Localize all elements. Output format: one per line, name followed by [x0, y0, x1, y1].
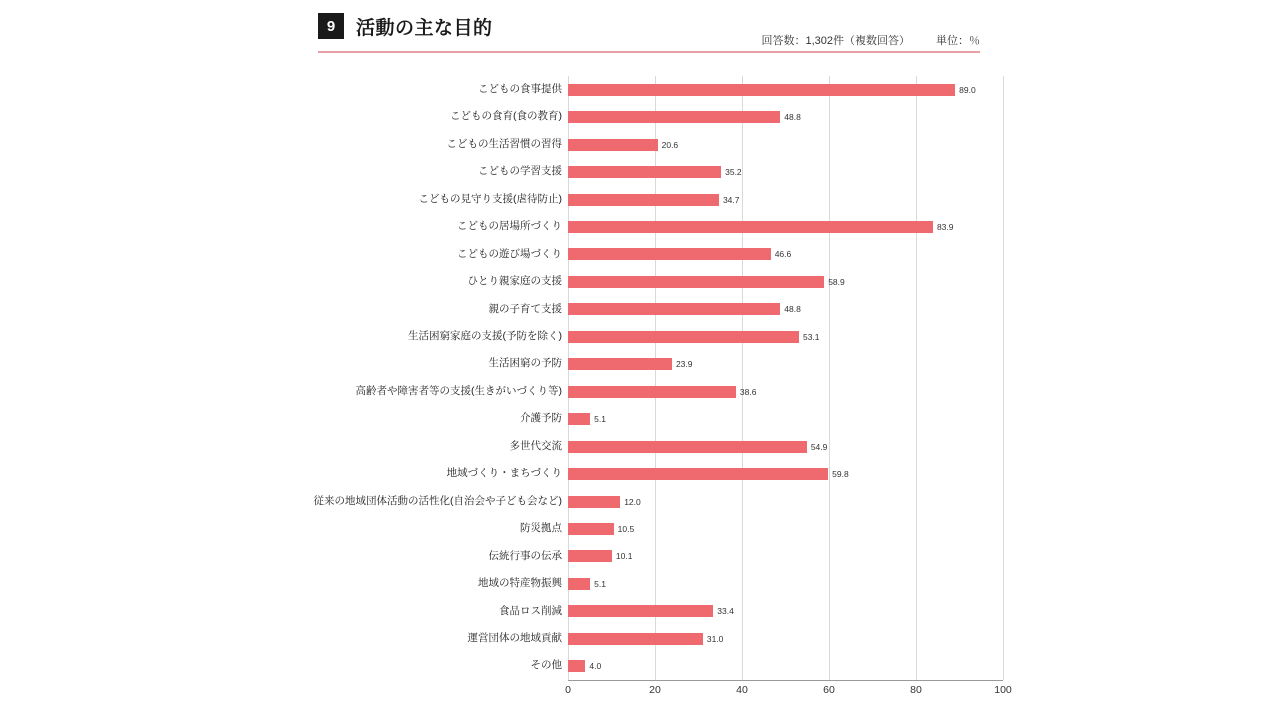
category-label: こどもの居場所づくり — [457, 220, 562, 233]
gridline — [1003, 76, 1004, 680]
category-label: こどもの遊び場づくり — [457, 247, 562, 260]
bar-value-label: 4.0 — [589, 661, 602, 672]
bar — [568, 441, 807, 453]
bar-value-label: 35.2 — [725, 167, 742, 178]
response-count-label: 回答数：1,302件（複数回答） — [761, 35, 910, 47]
bar-value-label: 83.9 — [936, 222, 954, 232]
category-label: 介護予防 — [520, 412, 562, 425]
bar-value-label: 53.1 — [802, 331, 820, 342]
bar-value-label: 31.0 — [706, 633, 724, 644]
x-tick-label: 0 — [565, 684, 571, 696]
bar-track — [568, 518, 1003, 540]
category-label: 親の子育て支援 — [488, 302, 562, 315]
bar-row — [290, 298, 1003, 320]
x-tick-label: 60 — [823, 684, 835, 696]
bar-row — [290, 381, 1003, 403]
category-label: その他 — [530, 659, 562, 672]
category-label: こどもの見守り支援(虐待防止) — [418, 192, 562, 205]
category-label: ひとり親家庭の支援 — [467, 275, 562, 288]
bar — [568, 386, 736, 398]
bar-row — [290, 79, 1003, 101]
bar — [568, 194, 719, 206]
x-tick-label: 100 — [994, 684, 1012, 696]
bar-row — [290, 353, 1003, 375]
bar-track — [568, 381, 1003, 403]
bar-track — [568, 628, 1003, 650]
x-tick-label: 80 — [910, 684, 922, 696]
bar-value-label: 33.4 — [717, 606, 734, 617]
bar-row — [290, 436, 1003, 458]
bar-row — [290, 408, 1003, 430]
bar — [568, 605, 713, 617]
x-axis-line — [568, 680, 1003, 681]
category-label: 伝統行事の伝承 — [488, 549, 562, 562]
bar-row — [290, 463, 1003, 485]
bar-track — [568, 600, 1003, 622]
bar-row — [290, 545, 1003, 567]
bar-track — [568, 326, 1003, 348]
bar-row — [290, 518, 1003, 540]
bar — [568, 331, 799, 343]
category-label: 地域づくり・まちづくり — [446, 467, 562, 480]
bar-row — [290, 491, 1003, 513]
bar-value-label: 38.6 — [739, 386, 757, 397]
question-number-badge: 9 — [318, 13, 344, 39]
bar-row — [290, 243, 1003, 265]
bar-track — [568, 79, 1003, 101]
bar-value-label: 34.7 — [722, 194, 740, 205]
bar-value-label: 10.5 — [617, 524, 635, 534]
category-label: こどもの食育(食の教育) — [450, 110, 562, 123]
category-label: こどもの学習支援 — [478, 165, 562, 178]
bar-row — [290, 326, 1003, 348]
category-label: こどもの食事提供 — [478, 82, 562, 95]
bar-value-label: 5.1 — [594, 414, 606, 425]
bar-track — [568, 408, 1003, 430]
bar-value-label: 48.8 — [784, 304, 801, 315]
category-label: こどもの生活習慣の習得 — [446, 137, 562, 150]
bar — [568, 660, 585, 672]
category-label: 運営団体の地域貢献 — [467, 632, 562, 645]
bar — [568, 248, 771, 260]
bar-row — [290, 134, 1003, 156]
category-label: 地域の特産物振興 — [478, 577, 562, 590]
bar-track — [568, 353, 1003, 375]
bar-value-label: 58.9 — [828, 276, 845, 287]
bar — [568, 578, 590, 590]
x-tick-label: 40 — [736, 684, 748, 696]
bar-row — [290, 573, 1003, 595]
bar-value-label: 10.1 — [615, 551, 633, 562]
category-label: 多世代交流 — [509, 439, 562, 452]
bar — [568, 84, 955, 96]
bar-track — [568, 491, 1003, 513]
unit-label: 単位：％ — [936, 35, 980, 47]
x-tick-label: 20 — [649, 684, 661, 696]
category-label: 生活困窮家庭の支援(予防を除く) — [408, 330, 562, 343]
bar-chart — [290, 62, 1012, 696]
bar — [568, 303, 780, 315]
category-label: 防災拠点 — [520, 522, 562, 535]
bar-rows — [290, 76, 1003, 680]
bar — [568, 358, 672, 370]
bar-value-label: 23.9 — [675, 359, 693, 370]
bar — [568, 496, 620, 508]
bar-track — [568, 463, 1003, 485]
bar-row — [290, 271, 1003, 293]
bar-value-label: 48.8 — [784, 112, 801, 123]
bar — [568, 276, 824, 288]
bar-value-label: 59.8 — [832, 469, 849, 480]
bar-track — [568, 545, 1003, 567]
bar-value-label: 12.0 — [624, 496, 641, 507]
bar — [568, 468, 828, 480]
header-divider — [318, 51, 980, 53]
bar-value-label: 89.0 — [959, 84, 976, 95]
bar-row — [290, 189, 1003, 211]
bar — [568, 139, 658, 151]
category-label: 食品ロス削減 — [499, 604, 562, 617]
bar-row — [290, 655, 1003, 677]
category-label: 高齢者や障害者等の支援(生きがいづくり等) — [355, 384, 562, 397]
bar-track — [568, 573, 1003, 595]
bar-track — [568, 216, 1003, 238]
category-label: 生活困窮の予防 — [488, 357, 562, 370]
bar-track — [568, 298, 1003, 320]
bar-track — [568, 134, 1003, 156]
bar-value-label: 5.1 — [594, 578, 606, 589]
bar-row — [290, 216, 1003, 238]
slide-header — [318, 10, 980, 52]
bar-track — [568, 655, 1003, 677]
bar — [568, 523, 614, 535]
page-title: 活動の主な目的 — [356, 17, 493, 39]
bar — [568, 413, 590, 425]
bar — [568, 550, 612, 562]
bar-row — [290, 161, 1003, 183]
bar-row — [290, 106, 1003, 128]
bar-value-label: 46.6 — [774, 249, 792, 260]
bar-track — [568, 243, 1003, 265]
header-meta — [761, 32, 980, 48]
bar — [568, 166, 721, 178]
category-label: 従来の地域団体活動の活性化(自治会や子ども会など) — [313, 494, 562, 507]
bar-value-label: 54.9 — [810, 441, 828, 452]
bar-track — [568, 436, 1003, 458]
bar-value-label: 20.6 — [661, 139, 679, 150]
bar — [568, 633, 703, 645]
bar — [568, 221, 933, 233]
bar-track — [568, 271, 1003, 293]
bar-track — [568, 106, 1003, 128]
bar — [568, 111, 780, 123]
bar-row — [290, 628, 1003, 650]
bar-track — [568, 161, 1003, 183]
bar-row — [290, 600, 1003, 622]
bar-track — [568, 189, 1003, 211]
